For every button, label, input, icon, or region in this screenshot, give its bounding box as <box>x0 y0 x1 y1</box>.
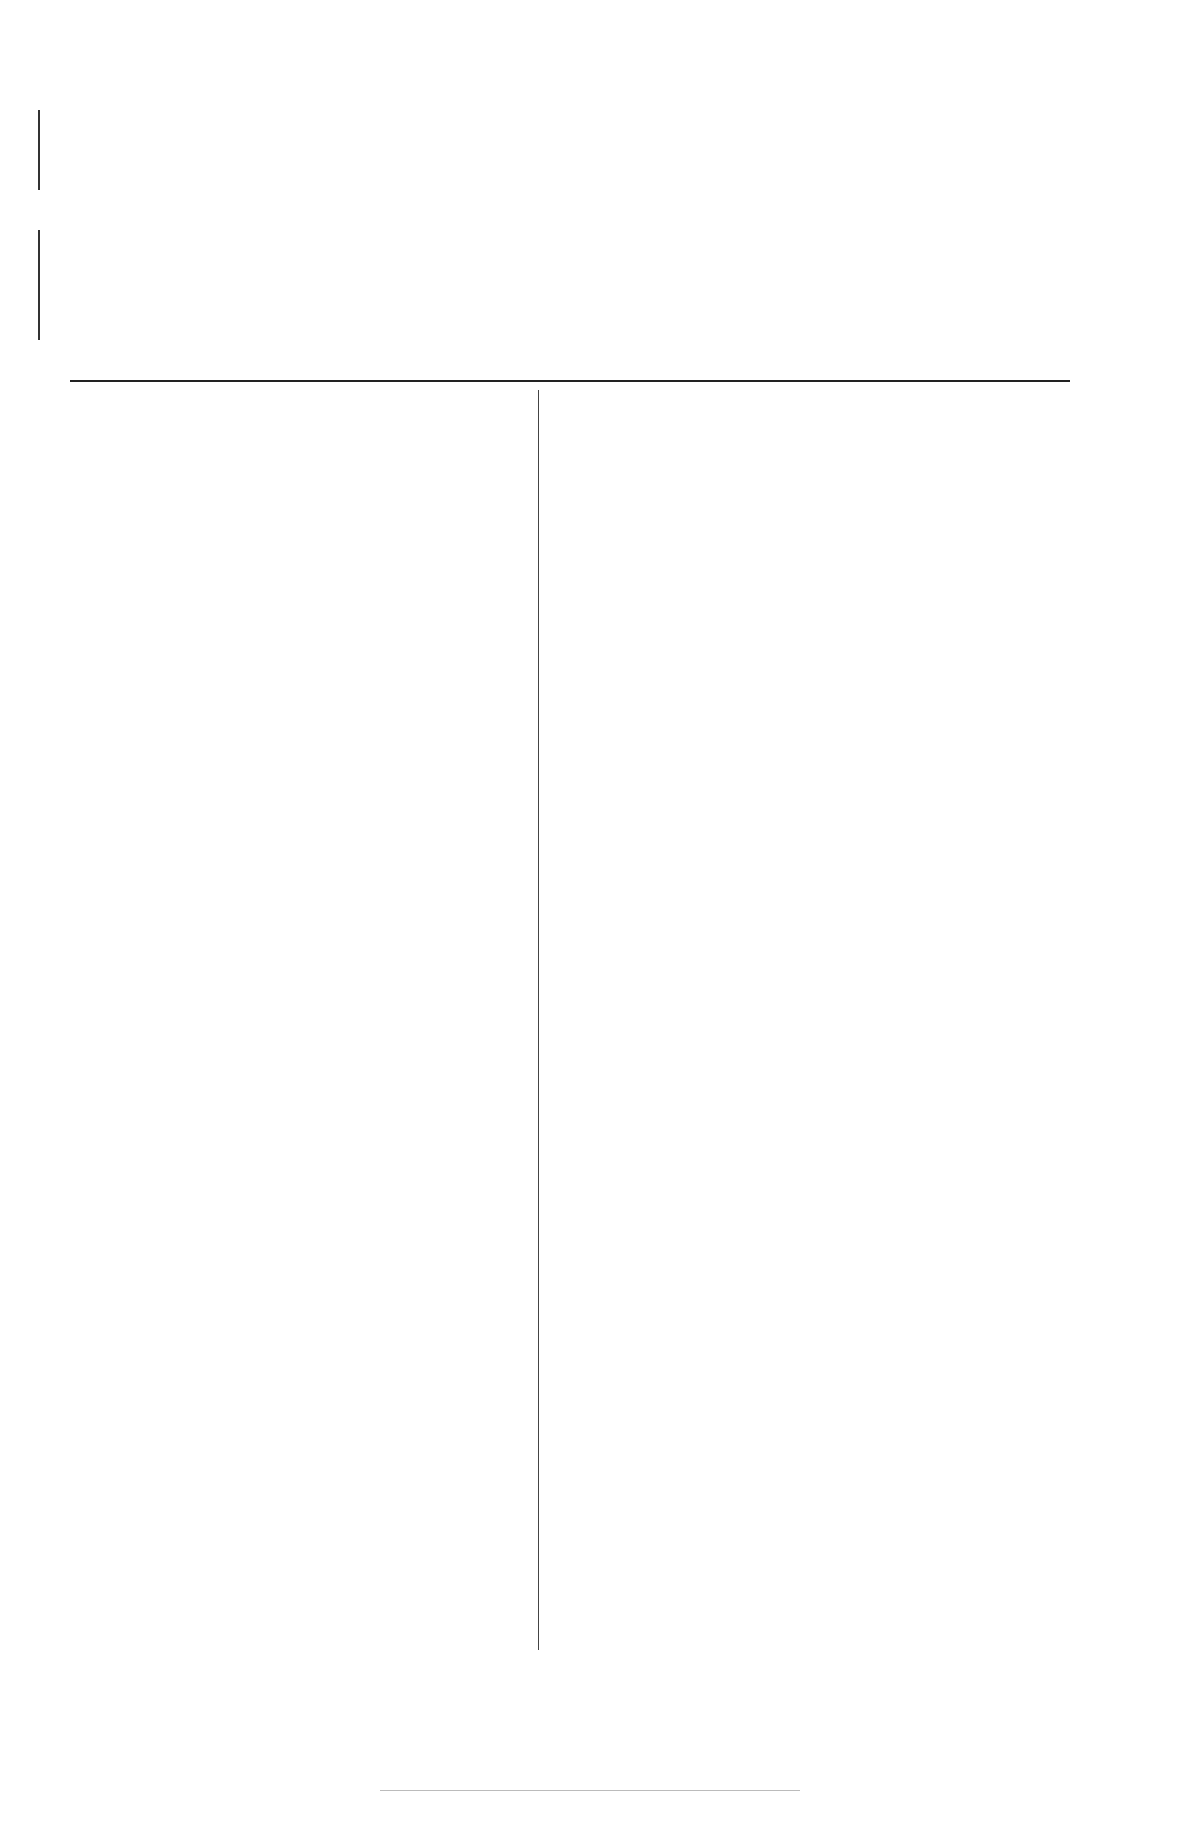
margin-mark <box>38 230 40 340</box>
footer-strip <box>0 1771 1181 1831</box>
column-divider <box>538 390 539 1650</box>
header-rule <box>70 380 1070 382</box>
margin-mark <box>38 110 40 190</box>
footer-line <box>380 1790 800 1791</box>
